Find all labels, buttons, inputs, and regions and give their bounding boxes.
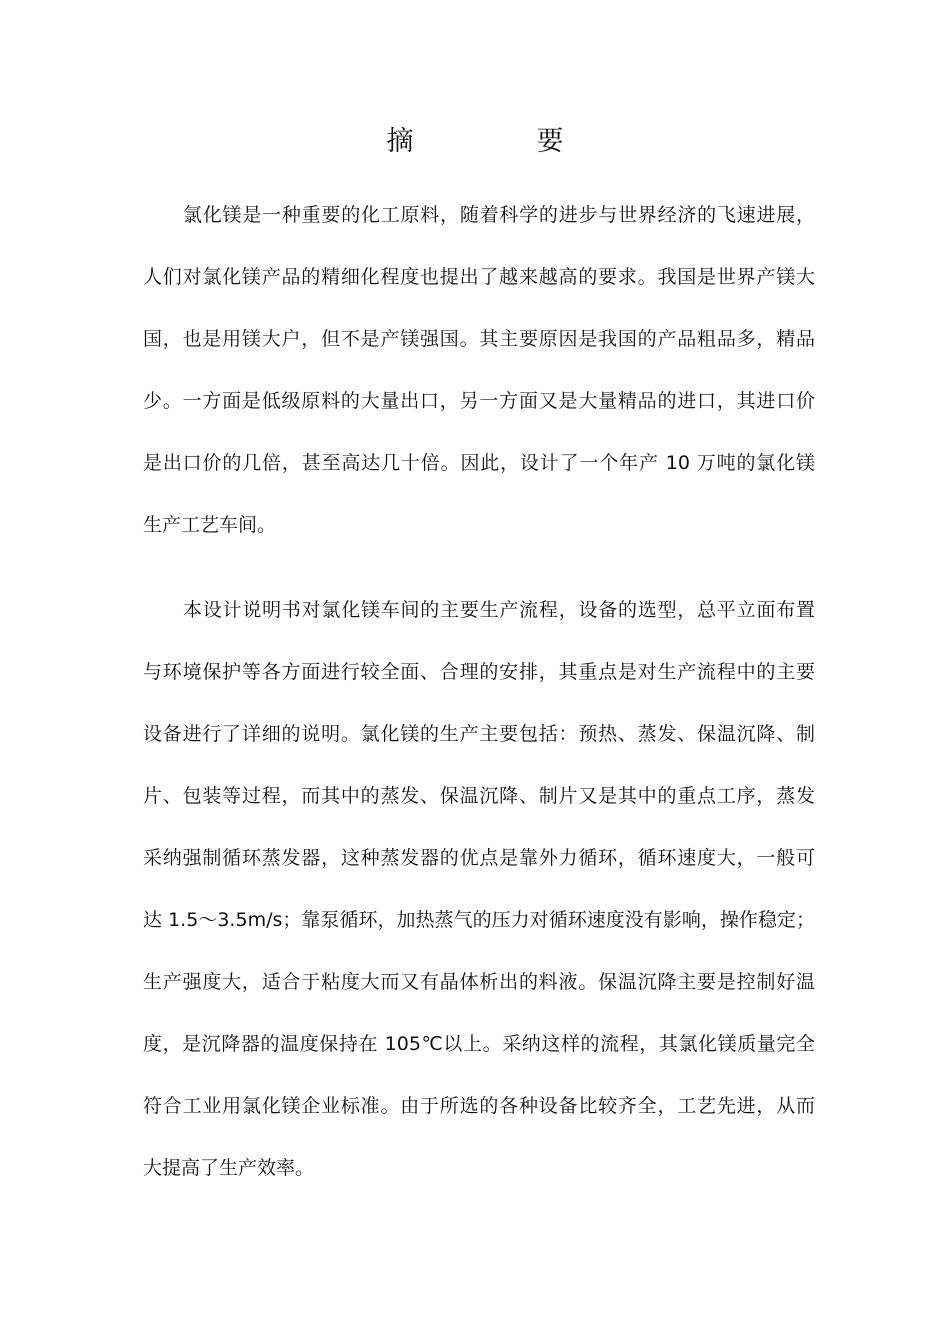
paragraph-line: 本设计说明书对氯化镁车间的主要生产流程，设备的选型，总平立面布置	[183, 599, 815, 621]
paragraph-line: 符合工业用氯化镁企业标准。由于所选的各种设备比较齐全，工艺先进，从而	[143, 1095, 815, 1117]
paragraph-line: 氯化镁是一种重要的化工原料，随着科学的进步与世界经济的飞速进展，	[183, 204, 815, 226]
page-title: 摘 要	[386, 126, 612, 157]
paragraph-line: 生产强度大，适合于粘度大而又有晶体析出的料液。保温沉降主要是控制好温	[143, 971, 815, 993]
paragraph-line: 设备进行了详细的说明。氯化镁的生产主要包括：预热、蒸发、保温沉降、制	[143, 723, 815, 745]
paragraph-line: 少。一方面是低级原料的大量出口，另一方面又是大量精品的进口，其进口价	[143, 390, 815, 412]
paragraph-line: 片、包装等过程，而其中的蒸发、保温沉降、制片又是其中的重点工序，蒸发	[143, 785, 815, 807]
paragraph-line: 采纳强制循环蒸发器，这种蒸发器的优点是靠外力循环，循环速度大，一般可	[143, 847, 815, 869]
paragraph-line: 人们对氯化镁产品的精细化程度也提出了越来越高的要求。我国是世界产镁大	[143, 266, 815, 288]
paragraph-line: 度，是沉降器的温度保持在 105℃以上。采纳这样的流程，其氯化镁质量完全	[143, 1033, 815, 1055]
paragraph-line: 生产工艺车间。	[143, 514, 277, 536]
paragraph-line: 国，也是用镁大户，但不是产镁强国。其主要原因是我国的产品粗品多，精品	[143, 328, 815, 350]
abstract-paragraph-1	[143, 184, 815, 556]
paragraph-line: 大提高了生产效率。	[143, 1157, 315, 1179]
paragraph-line: 是出口价的几倍，甚至高达几十倍。因此，设计了一个年产 10 万吨的氯化镁	[143, 452, 815, 474]
paragraph-line: 与环境保护等各方面进行较全面、合理的安排，其重点是对生产流程中的主要	[143, 661, 815, 683]
abstract-paragraph-2	[143, 579, 815, 1199]
paragraph-line: 达 1.5～3.5m/s；靠泵循环，加热蒸气的压力对循环速度没有影响，操作稳定；	[143, 909, 815, 931]
